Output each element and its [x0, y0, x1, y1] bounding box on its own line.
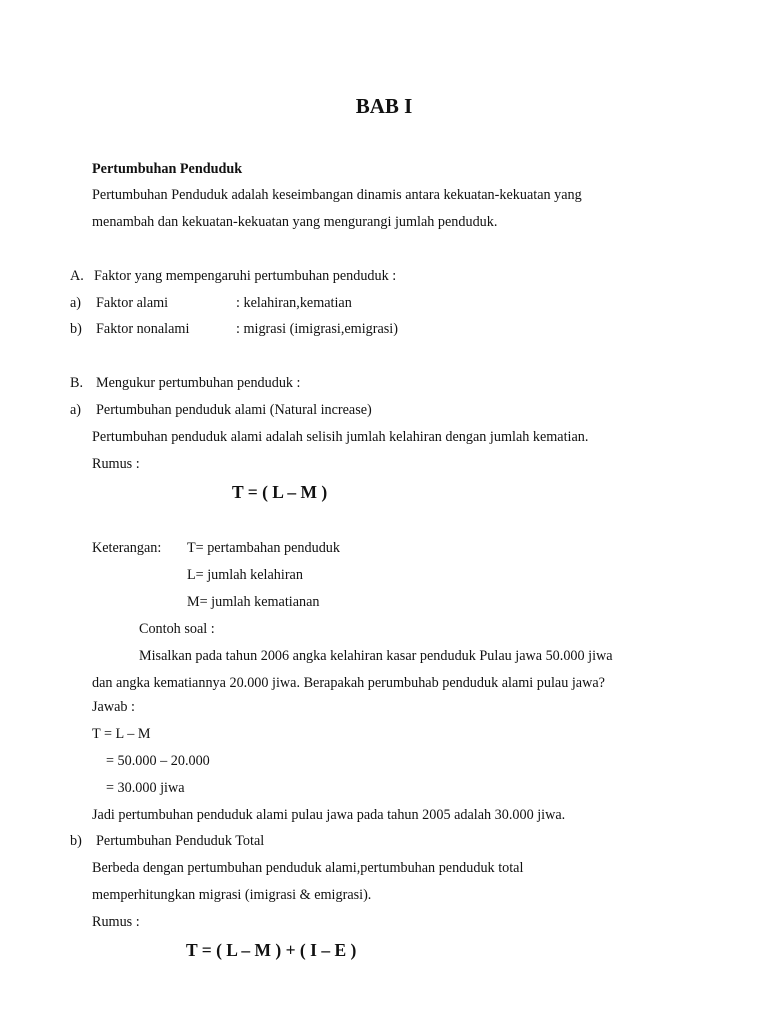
chapter-title: BAB I	[355, 94, 413, 118]
part-a-formula: T = ( L – M )	[232, 482, 328, 502]
section-a-item-b-marker: b)	[70, 321, 82, 337]
section-a-item-a-label: Faktor alami	[96, 295, 169, 311]
jawab-step-1: T = L – M	[92, 726, 151, 742]
section-a-item-b-label: Faktor nonalami	[96, 321, 190, 337]
section-b-marker: B.	[70, 375, 84, 391]
part-b-line-1: Berbeda dengan pertumbuhan penduduk alami,pertumbuhan penduduk total	[92, 860, 524, 876]
contoh-label: Contoh soal :	[139, 621, 215, 637]
part-b-formula: T = ( L – M ) + ( I – E )	[186, 940, 357, 960]
contoh-line-1: Misalkan pada tahun 2006 angka kelahiran kasar penduduk Pulau jawa 50.000 jiwa	[139, 648, 613, 664]
keterangan-label: Keterangan:	[92, 540, 162, 556]
part-b-heading: Pertumbuhan Penduduk Total	[96, 833, 265, 849]
part-a-conclusion: Jadi pertumbuhan penduduk alami pulau jawa pada tahun 2005 adalah 30.000 jiwa.	[92, 807, 566, 823]
part-a-definition: Pertumbuhan penduduk alami adalah selisih jumlah kelahiran dengan jumlah kematian.	[92, 429, 589, 445]
jawab-step-3: = 30.000 jiwa	[106, 780, 185, 796]
section-a-item-a-value: : kelahiran,kematian	[236, 295, 352, 311]
intro-line-1: Pertumbuhan Penduduk adalah keseimbangan dinamis antara kekuatan-kekuatan yang	[92, 187, 582, 203]
jawab-label: Jawab :	[92, 699, 135, 715]
intro-heading: Pertumbuhan Penduduk	[92, 161, 243, 177]
part-b-line-2: memperhitungkan migrasi (imigrasi & emigrasi).	[92, 887, 372, 903]
jawab-step-2: = 50.000 – 20.000	[106, 753, 210, 769]
contoh-line-2: dan angka kematiannya 20.000 jiwa. Berapakah perumbuhab penduduk alami pulau jawa?	[92, 675, 605, 691]
keterangan-item-l: L= jumlah kelahiran	[187, 567, 303, 583]
section-a-heading: Faktor yang mempengaruhi pertumbuhan penduduk :	[94, 268, 397, 284]
part-a-marker: a)	[70, 402, 82, 418]
section-b-heading: Mengukur pertumbuhan penduduk :	[96, 375, 301, 391]
section-a-item-b-value: : migrasi (imigrasi,emigrasi)	[236, 321, 398, 337]
keterangan-item-t: T= pertambahan penduduk	[187, 540, 340, 556]
part-b-rumus-label: Rumus :	[92, 914, 140, 930]
keterangan-item-m: M= jumlah kematianan	[187, 594, 320, 610]
section-a-item-a-marker: a)	[70, 295, 82, 311]
section-a-marker: A.	[70, 268, 84, 284]
part-b-marker: b)	[70, 833, 82, 849]
part-a-rumus-label: Rumus :	[92, 456, 140, 472]
part-a-heading: Pertumbuhan penduduk alami (Natural increase)	[96, 402, 372, 418]
intro-line-2: menambah dan kekuatan-kekuatan yang mengurangi jumlah penduduk.	[92, 214, 498, 230]
